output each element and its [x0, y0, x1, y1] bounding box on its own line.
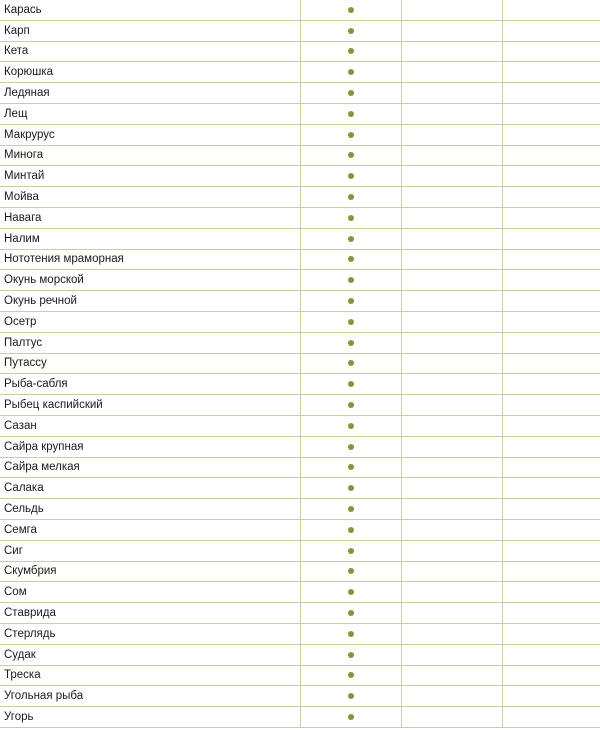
- marker-dot-icon: [348, 402, 354, 408]
- marker-dot-icon: [348, 485, 354, 491]
- marker-cell-3: [503, 478, 600, 499]
- table-row: [0, 374, 600, 395]
- marker-cell-1: [301, 332, 402, 353]
- fish-name-cell: Корюшка: [0, 62, 301, 83]
- marker-cell-1: [301, 311, 402, 332]
- marker-dot-icon: [348, 693, 354, 699]
- marker-cell-1: [301, 291, 402, 312]
- marker-dot-icon: [348, 215, 354, 221]
- marker-cell-3: [503, 415, 600, 436]
- marker-cell-2: [402, 124, 503, 145]
- marker-cell-2: [402, 395, 503, 416]
- table-row: [0, 0, 600, 20]
- marker-cell-2: [402, 478, 503, 499]
- fish-name-cell: Кета: [0, 41, 301, 62]
- fish-name-cell: Сиг: [0, 540, 301, 561]
- table-row: [0, 20, 600, 41]
- marker-cell-3: [503, 686, 600, 707]
- marker-dot-icon: [348, 381, 354, 387]
- fish-name-cell: Рыба-сабля: [0, 374, 301, 395]
- fish-name-cell: Окунь морской: [0, 270, 301, 291]
- marker-cell-3: [503, 187, 600, 208]
- marker-cell-1: [301, 623, 402, 644]
- marker-dot-icon: [348, 360, 354, 366]
- marker-cell-3: [503, 270, 600, 291]
- table-row: [0, 124, 600, 145]
- table-row: [0, 665, 600, 686]
- marker-cell-2: [402, 499, 503, 520]
- marker-dot-icon: [348, 589, 354, 595]
- marker-cell-2: [402, 207, 503, 228]
- marker-cell-3: [503, 311, 600, 332]
- table-row: [0, 332, 600, 353]
- marker-cell-1: [301, 665, 402, 686]
- marker-dot-icon: [348, 672, 354, 678]
- marker-cell-3: [503, 457, 600, 478]
- marker-cell-3: [503, 166, 600, 187]
- table-row: [0, 249, 600, 270]
- marker-cell-2: [402, 0, 503, 20]
- marker-cell-3: [503, 561, 600, 582]
- marker-cell-3: [503, 0, 600, 20]
- marker-dot-icon: [348, 631, 354, 637]
- marker-cell-3: [503, 665, 600, 686]
- marker-cell-3: [503, 499, 600, 520]
- marker-cell-2: [402, 644, 503, 665]
- marker-cell-2: [402, 582, 503, 603]
- marker-cell-1: [301, 457, 402, 478]
- marker-dot-icon: [348, 152, 354, 158]
- fish-name-cell: Судак: [0, 644, 301, 665]
- marker-cell-3: [503, 207, 600, 228]
- marker-cell-1: [301, 166, 402, 187]
- marker-dot-icon: [348, 610, 354, 616]
- marker-cell-1: [301, 41, 402, 62]
- marker-cell-1: [301, 228, 402, 249]
- marker-dot-icon: [348, 652, 354, 658]
- marker-cell-3: [503, 603, 600, 624]
- marker-cell-1: [301, 124, 402, 145]
- marker-cell-2: [402, 20, 503, 41]
- marker-cell-3: [503, 41, 600, 62]
- marker-dot-icon: [348, 236, 354, 242]
- marker-dot-icon: [348, 444, 354, 450]
- marker-cell-3: [503, 582, 600, 603]
- table-row: [0, 311, 600, 332]
- marker-cell-1: [301, 62, 402, 83]
- marker-cell-1: [301, 20, 402, 41]
- marker-cell-1: [301, 0, 402, 20]
- marker-cell-3: [503, 124, 600, 145]
- marker-cell-1: [301, 395, 402, 416]
- marker-cell-2: [402, 686, 503, 707]
- marker-dot-icon: [348, 277, 354, 283]
- marker-dot-icon: [348, 714, 354, 720]
- marker-dot-icon: [348, 48, 354, 54]
- marker-cell-2: [402, 374, 503, 395]
- marker-cell-3: [503, 62, 600, 83]
- table-row: [0, 603, 600, 624]
- marker-cell-2: [402, 166, 503, 187]
- marker-cell-3: [503, 228, 600, 249]
- table-row: [0, 166, 600, 187]
- fish-name-cell: Треска: [0, 665, 301, 686]
- table-row: [0, 436, 600, 457]
- marker-cell-2: [402, 270, 503, 291]
- marker-cell-3: [503, 707, 600, 728]
- marker-cell-2: [402, 145, 503, 166]
- table-row: [0, 291, 600, 312]
- table-row: [0, 561, 600, 582]
- marker-dot-icon: [348, 464, 354, 470]
- marker-cell-3: [503, 374, 600, 395]
- table-row: [0, 519, 600, 540]
- marker-cell-3: [503, 103, 600, 124]
- marker-cell-1: [301, 103, 402, 124]
- table-row: [0, 457, 600, 478]
- marker-cell-2: [402, 83, 503, 104]
- fish-name-cell: Сайра мелкая: [0, 457, 301, 478]
- marker-cell-1: [301, 603, 402, 624]
- marker-dot-icon: [348, 548, 354, 554]
- fish-name-cell: Нототения мраморная: [0, 249, 301, 270]
- table-row: [0, 228, 600, 249]
- fish-name-cell: Путассу: [0, 353, 301, 374]
- marker-dot-icon: [348, 298, 354, 304]
- marker-cell-1: [301, 582, 402, 603]
- marker-dot-icon: [348, 194, 354, 200]
- fish-name-cell: Макрурус: [0, 124, 301, 145]
- marker-dot-icon: [348, 527, 354, 533]
- marker-cell-1: [301, 353, 402, 374]
- marker-dot-icon: [348, 506, 354, 512]
- marker-dot-icon: [348, 568, 354, 574]
- marker-dot-icon: [348, 28, 354, 34]
- marker-cell-1: [301, 145, 402, 166]
- table-row: [0, 686, 600, 707]
- fish-name-cell: Карп: [0, 20, 301, 41]
- table-row: [0, 270, 600, 291]
- marker-cell-2: [402, 332, 503, 353]
- marker-cell-1: [301, 644, 402, 665]
- marker-cell-2: [402, 415, 503, 436]
- marker-cell-1: [301, 686, 402, 707]
- marker-cell-2: [402, 540, 503, 561]
- marker-cell-3: [503, 145, 600, 166]
- fish-name-cell: Карась: [0, 0, 301, 20]
- fish-name-cell: Мойва: [0, 187, 301, 208]
- marker-cell-1: [301, 436, 402, 457]
- table-row: [0, 207, 600, 228]
- marker-dot-icon: [348, 319, 354, 325]
- table-row: [0, 644, 600, 665]
- table-row: [0, 540, 600, 561]
- table-row: [0, 707, 600, 728]
- fish-name-cell: Палтус: [0, 332, 301, 353]
- marker-cell-2: [402, 187, 503, 208]
- fish-name-cell: Сайра крупная: [0, 436, 301, 457]
- fish-name-cell: Осетр: [0, 311, 301, 332]
- table-row: [0, 145, 600, 166]
- marker-cell-1: [301, 561, 402, 582]
- marker-dot-icon: [348, 132, 354, 138]
- fish-name-cell: Ставрида: [0, 603, 301, 624]
- marker-cell-2: [402, 623, 503, 644]
- marker-cell-2: [402, 62, 503, 83]
- table-row: [0, 62, 600, 83]
- table-row: [0, 478, 600, 499]
- fish-name-cell: Сельдь: [0, 499, 301, 520]
- marker-cell-2: [402, 353, 503, 374]
- fish-name-cell: Семга: [0, 519, 301, 540]
- table-row: [0, 623, 600, 644]
- marker-cell-3: [503, 83, 600, 104]
- marker-cell-2: [402, 291, 503, 312]
- table-row: [0, 83, 600, 104]
- marker-cell-2: [402, 603, 503, 624]
- marker-cell-1: [301, 83, 402, 104]
- table-row: [0, 41, 600, 62]
- marker-dot-icon: [348, 90, 354, 96]
- fish-name-cell: Скумбрия: [0, 561, 301, 582]
- table-row: [0, 353, 600, 374]
- marker-cell-1: [301, 249, 402, 270]
- marker-cell-1: [301, 374, 402, 395]
- fish-name-cell: Окунь речной: [0, 291, 301, 312]
- marker-cell-2: [402, 665, 503, 686]
- marker-cell-1: [301, 187, 402, 208]
- fish-name-cell: Налим: [0, 228, 301, 249]
- fish-name-cell: Стерлядь: [0, 623, 301, 644]
- fish-name-cell: Минога: [0, 145, 301, 166]
- marker-cell-2: [402, 103, 503, 124]
- marker-cell-3: [503, 395, 600, 416]
- marker-cell-2: [402, 436, 503, 457]
- marker-cell-1: [301, 540, 402, 561]
- fish-name-cell: Салака: [0, 478, 301, 499]
- fish-name-cell: Навага: [0, 207, 301, 228]
- marker-cell-1: [301, 519, 402, 540]
- table-row: [0, 103, 600, 124]
- marker-cell-3: [503, 623, 600, 644]
- fish-name-cell: Ледяная: [0, 83, 301, 104]
- marker-dot-icon: [348, 69, 354, 75]
- table-row: [0, 395, 600, 416]
- marker-dot-icon: [348, 7, 354, 13]
- marker-dot-icon: [348, 423, 354, 429]
- marker-cell-3: [503, 436, 600, 457]
- marker-dot-icon: [348, 111, 354, 117]
- marker-cell-2: [402, 561, 503, 582]
- marker-cell-2: [402, 519, 503, 540]
- marker-cell-1: [301, 499, 402, 520]
- marker-cell-2: [402, 457, 503, 478]
- marker-cell-3: [503, 644, 600, 665]
- table-row: [0, 187, 600, 208]
- fish-name-cell: Лещ: [0, 103, 301, 124]
- marker-cell-2: [402, 249, 503, 270]
- fish-name-cell: Рыбец каспийский: [0, 395, 301, 416]
- marker-cell-1: [301, 415, 402, 436]
- table-row: [0, 582, 600, 603]
- marker-cell-2: [402, 311, 503, 332]
- marker-cell-3: [503, 291, 600, 312]
- table-row: [0, 415, 600, 436]
- table-row: [0, 499, 600, 520]
- marker-cell-3: [503, 540, 600, 561]
- marker-cell-2: [402, 41, 503, 62]
- marker-dot-icon: [348, 173, 354, 179]
- marker-dot-icon: [348, 256, 354, 262]
- marker-cell-1: [301, 707, 402, 728]
- marker-cell-3: [503, 249, 600, 270]
- marker-cell-1: [301, 478, 402, 499]
- marker-cell-3: [503, 20, 600, 41]
- fish-name-cell: Сом: [0, 582, 301, 603]
- marker-cell-3: [503, 332, 600, 353]
- fish-name-cell: Угорь: [0, 707, 301, 728]
- fish-name-cell: Сазан: [0, 415, 301, 436]
- marker-cell-1: [301, 270, 402, 291]
- marker-cell-2: [402, 228, 503, 249]
- marker-dot-icon: [348, 340, 354, 346]
- marker-cell-1: [301, 207, 402, 228]
- fish-name-cell: Угольная рыба: [0, 686, 301, 707]
- fish-name-cell: Минтай: [0, 166, 301, 187]
- marker-cell-3: [503, 519, 600, 540]
- marker-cell-3: [503, 353, 600, 374]
- marker-cell-2: [402, 707, 503, 728]
